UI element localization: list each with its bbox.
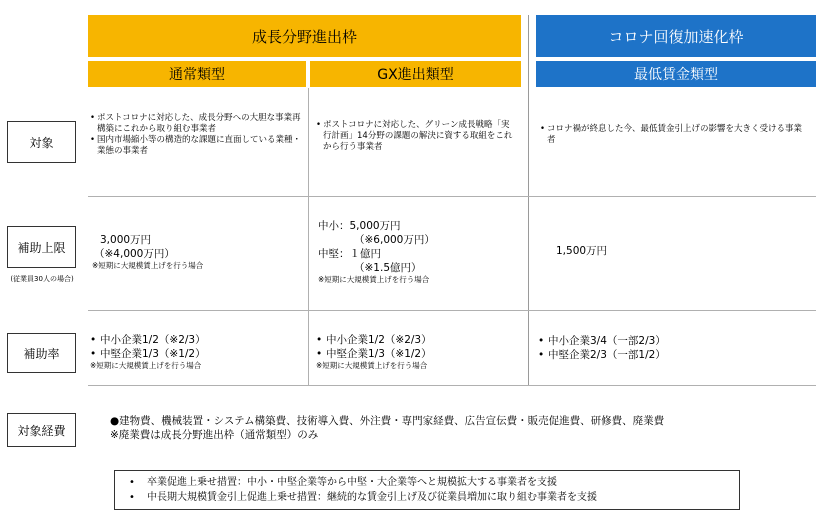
- column-divider: [308, 88, 309, 385]
- row-label-expense: 対象経費: [7, 413, 76, 447]
- list-item: • 中堅企業1/3（※1/2）: [316, 347, 521, 361]
- row-divider: [88, 196, 816, 197]
- header-growth: 成長分野進出枠: [88, 15, 521, 57]
- row-label-rate: 補助率: [7, 333, 76, 373]
- column-divider: [528, 15, 529, 385]
- list-item: • ポストコロナに対応した、成長分野への大胆な事業再構築にこれから取り組む事業者: [90, 113, 302, 135]
- target-gx: [316, 120, 514, 153]
- limit-gx-mid-raised: （※1.5億円）: [354, 262, 422, 274]
- row-divider: [88, 385, 816, 386]
- list-item: • ポストコロナに対応した、グリーン成長戦略「実行計画」14分野の課題の解決に資する取組をこれから行う事業者: [316, 120, 514, 153]
- header-normal: 通常類型: [88, 61, 306, 87]
- header-corona: コロナ回復加速化枠: [536, 15, 816, 57]
- limit-gx-small-raised: （※6,000万円）: [354, 234, 435, 246]
- expense-note: ※廃業費は成長分野進出枠（通常類型）のみ: [110, 429, 319, 441]
- rate-normal: [90, 333, 300, 371]
- header-gx: GX進出類型: [310, 61, 521, 87]
- list-item: • 中小企業1/2（※2/3）: [316, 333, 521, 347]
- limit-normal-note: ※短期に大規模賃上げを行う場合: [92, 261, 204, 270]
- list-item: • コロナ禍が終息した今、最低賃金引上げの影響を大きく受ける事業者: [540, 124, 810, 146]
- list-item: • 卒業促進上乗せ措置：中小・中堅企業等から中堅・大企業等へと規模拡大する事業者を支援: [129, 475, 725, 490]
- limit-gx: [318, 219, 518, 285]
- row-divider: [88, 310, 816, 311]
- expense-list: ●建物費、機械装置・システム構築費、技術導入費、外注費・専門家経費、広告宣伝費・販売促進費、研修費、廃業費: [110, 415, 665, 427]
- target-normal: [90, 113, 302, 157]
- limit-normal-amount: 3,000万円: [100, 234, 152, 246]
- list-item: • 中堅企業1/3（※1/2）: [90, 347, 300, 361]
- list-item: • 中堅企業2/3（一部1/2）: [538, 348, 808, 362]
- list-item: • 中小企業1/2（※2/3）: [90, 333, 300, 347]
- list-item: • 中長期大規模賃金引上促進上乗せ措置：継続的な賃金引上げ及び従業員増加に取り組む事業者を支援: [129, 490, 725, 505]
- rate-gx-note: ※短期に大規模賃上げを行う場合: [316, 361, 428, 370]
- limit-gx-note: ※短期に大規模賃上げを行う場合: [318, 275, 430, 284]
- rate-minwage: [538, 334, 808, 362]
- limit-gx-small: 中小：5,000万円: [318, 220, 401, 232]
- list-item: • 国内市場縮小等の構造的な課題に直面している業種・業態の事業者: [90, 135, 302, 157]
- limit-normal: [92, 233, 300, 271]
- limit-normal-amount-raised: （※4,000万円）: [94, 248, 175, 260]
- row-label-limit: 補助上限: [7, 226, 76, 268]
- target-minwage: [540, 124, 810, 146]
- limit-minwage: 1,500万円: [556, 245, 608, 257]
- expense-content: [110, 414, 810, 442]
- rate-normal-note: ※短期に大規模賃上げを行う場合: [90, 361, 202, 370]
- list-item: • 中小企業3/4（一部2/3）: [538, 334, 808, 348]
- footer-measures-box: [114, 470, 740, 510]
- row-label-target: 対象: [7, 121, 76, 163]
- row-sublabel-limit: (従業員30人の場合): [10, 275, 74, 283]
- header-minwage: 最低賃金類型: [536, 61, 816, 87]
- limit-gx-mid: 中堅：１億円: [318, 248, 381, 260]
- rate-gx: [316, 333, 521, 371]
